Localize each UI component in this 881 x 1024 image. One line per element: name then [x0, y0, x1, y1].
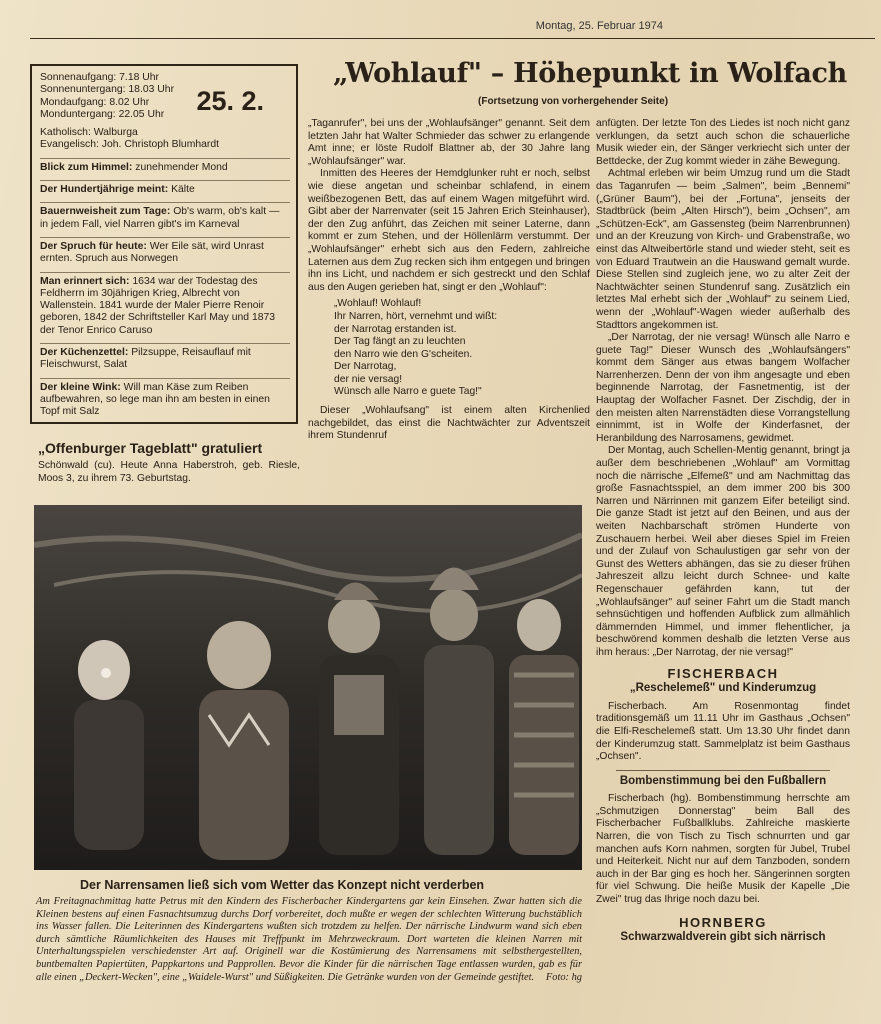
dateline: Montag, 25. Februar 1974 — [535, 20, 663, 32]
sky-text: zunehmender Mond — [135, 161, 228, 173]
section-divider — [616, 770, 830, 771]
article-paragraph: Dieser „Wohlaufsang" ist einem alten Kirchenlied nachgebildet, das einst die Nachtwächter zur Adventszeit ihrem Stundenruf — [308, 405, 590, 442]
farmer-entry — [40, 202, 290, 231]
fussball-subheading: Bombenstimmung bei den Fußballern — [619, 774, 827, 787]
fischerbach-heading: FISCHERBACH — [667, 665, 779, 681]
tip-entry — [40, 378, 290, 419]
article-paragraph: Der Montag, auch Schellen-Mentig genannt, bringt ja außer dem beschriebenen „Wohlauf" am Vormittag noch die närrische „Elfemeß" und am Nachmittag das große Fasnachtsspiel, an dem immer 200 bis 300 Narren und Närrinnen mit ganzem Eifer beteiligt sind. Die ganze Stadt ist jetzt auf den Beinen, und aus der weiten Nachbarschaft strömen Hunderte von Zuschauern herbei. Weil aber dieses Spiel im Freien und der Zulauf von Schaulustigen gar sehr von der Gunst des Wetters abhängen, das sie zu dieser frühen Jahreszeit allzu leicht durch Schnee- und kalte Regenschauer gefährden kann, tut der „Wohlaufsänger" auf seiner Fahrt um die Stadt manch sehnsüchtigen und hoffenden Aufblick zum allmählich dämmernden Himmel, und immer flehentlicher, ja beschwörend kommen deshalb die letzten Verse aus ihm heraus: „Der Narrotag, der nie versag!" — [596, 445, 850, 658]
article-column-right — [596, 118, 850, 1018]
article-paragraph: „Taganrufer", bei uns der „Wohlaufsänger" genannt. Seit dem letzten Jahr hat Walter Schmieder das schwer zu erlangende Amt inne; er löste Rudolf Blattner ab, der 30 Jahre lang „Wohlaufsänger" war. — [308, 118, 590, 167]
saying-text: Wer Eile sät, wird Unrast ernten. Spruch aus Norwegen — [40, 240, 264, 265]
almanac-box — [30, 64, 298, 424]
carnival-photo — [34, 505, 582, 870]
header-rule — [30, 38, 875, 39]
saying-label: Der Spruch für heute: — [40, 240, 147, 252]
article-paragraph: Inmitten des Heeres der Hemdglunker ruht er noch, selbst wie diese angetan und scheinbar schlafend, in einem weißbezogenen Bett, das auf einem Wagen mitgeführt wird. Gibt aber der Narrenvater (seit 15 Jahren Erich Steinhauser), der den Zug anführt, das Zeichen mit seiner Laterne, dann kommt er zum Stehen, und der Höllenlärm verstummt. Der „Wohlaufsänger" erhebt sich aus den Federn, zahlreiche Laternen aus dem Zug recken sich ihm entgegen und bringen ihn ins Licht, und nachdem er sich gestreckt und den Schlaf aus den Augen gerieben hat, singt er den „Wohlauf": — [308, 168, 590, 293]
photo-caption — [36, 896, 582, 984]
continued-note: (Fortsetzung von vorhergehender Seite) — [478, 96, 669, 107]
saying-entry — [40, 237, 290, 266]
tip-text: Will man Käse zum Reiben aufbewahren, so lege man ihn am besten in einen Topf mit Salz — [40, 381, 270, 418]
article-headline: „Wohlauf" – Höhepunkt in Wolfach — [333, 58, 847, 89]
menu-text: Pilzsuppe, Reisauflauf mit Fleischwurst, Salat — [40, 347, 251, 371]
photo-caption-text: Am Freitagnachmittag hatte Petrus mit den Kindern des Fischerbacher Kindergartens gar kein Einsehen. Zwar hatten sich die Kleinen bestens auf einen Fasnachtsumzug durchs Dorf vorbereitet, doch mußte er wegen der schlechten Witterung buchstäblich ins Wasser fallen. Die Leiterinnen des Kindergartens wußten sich trotzdem zu helfen. Der närrische Lindwurm wand sich eben durch sämtliche Räumlichkeiten des Hauses mit Treffpunkt im Mehrzweckraum. Dort warteten die kleinen Narren mit Unterhaltungsspielen verschiedenster Art auf. Originell war die Kostümierung des Narrensamens mit selbsthergestellten, buntbemalten Papiertüten, Pappkartons und Papprollen. Bevor die Kinder für die närrischen Tage entlassen wurden, gab es für alle einen „Deckert-Wecken", eine „Waidele-Wurst" und Süßigkeiten. Die Getränke wurden von der Gemeinde gestiftet. — [36, 896, 582, 983]
gratuliert-heading: „Offenburger Tageblatt" gratuliert — [38, 440, 263, 456]
farmer-label: Bauernweisheit zum Tage: — [40, 206, 171, 218]
photo-caption-title: Der Narrensamen ließ sich vom Wetter das Konzept nicht verderben — [80, 878, 485, 892]
remember-label: Man erinnert sich: — [40, 275, 130, 287]
sky-label: Blick zum Himmel: — [40, 161, 133, 173]
gratuliert-text: Schönwald (cu). Heute Anna Haberstroh, geb. Riesle, Moos 3, zu ihrem 73. Geburtstag. — [38, 460, 300, 484]
article-paragraph: „Der Narrotag, der nie versag! Wünsch alle Narro e guete Tag!" Dieser Wunsch des „Wohlaufsängers" kommt dem Sänger aus etwas bangem Wolfacher Narrenherzen. Denn der von ihm angesagte und eben beginnende Narrotag, der Fasnetmentig, ist der Hauptag der Wolfacher Fasnet. Der Zischdig, der in den meisten alten Narrenstädten diese Vorrangstellung einnimmt, ist in Wolfe der Kinderfasnet, der Heranbildung des Narrosamens, gewidmet. — [596, 332, 850, 444]
fischerbach-paragraph: Fischerbach. Am Rosenmontag findet traditionsgemäß um 11.11 Uhr im Gasthaus „Ochsen" die Elfi-Reschelemeß statt. Um 13.30 Uhr findet dann der Kinderumzug statt. Sammelplatz ist beim Gasthaus „Ochsen". — [596, 700, 850, 763]
wohlauf-poem: „Wohlauf! Wohlauf! Ihr Narren, hört, vernehmt und wißt: der Narrotag erstanden ist. Der Tag fängt an zu leuchten den Narro wie den G'scheiten. Der Narrotag, der nie versag! Wünsch alle Narro e guete Tag!" — [334, 298, 498, 398]
remember-entry — [40, 272, 290, 337]
centenarian-text: Kälte — [171, 184, 195, 196]
centenarian-label: Der Hundertjährige meint: — [40, 184, 169, 196]
remember-text: 1634 war der Todestag des Feldherrn im 30jährigen Krieg, Albrecht von Wallenstein. 1841 wurde der Maler Pierre Renoir geboren, 1842 der Schriftsteller Karl May und 1873 der Tenor Enrico Caruso — [40, 275, 276, 336]
centenarian-entry — [40, 180, 290, 196]
article-column-middle — [308, 118, 590, 493]
hornberg-subheading: Schwarzwaldverein gibt sich närrisch — [620, 931, 826, 944]
saints-of-day: Katholisch: Walburga Evangelisch: Joh. Christoph Blumhardt — [40, 127, 220, 151]
menu-label: Der Küchenzettel: — [40, 347, 129, 359]
photo-credit: Foto: hg — [545, 971, 582, 983]
photo-illustration — [34, 505, 582, 870]
almanac-sun-row — [40, 72, 290, 121]
hornberg-heading: HORNBERG — [679, 914, 767, 930]
fussball-paragraph: Fischerbach (hg). Bombenstimmung herrschte am „Schmutzigen Donnerstag" beim Ball des Fischerbacher Fußballklubs. Zahlreiche maskierte Narren, die von Tisch zu Tisch schnurrten und gar manchen aufs Korn nahmen, sorgten für Jubel, Trubel und Heiterkeit. Nicht nur auf dem Tanzboden, sondern auch in der Bar ging es hoch her. Sängerinnen sorgten für viel Schwung. Die heiße Musik der Kapelle „Die Zwei" trug das Ihrige noch dazu bei. — [596, 793, 850, 906]
article-paragraph: anfügten. Der letzte Ton des Liedes ist noch nicht ganz verklungen, da setzt auch schon die schauerliche Musik wieder ein, der Sänger verkriecht sich unter der Bettdecke, der Zug kommt wieder in zähe Bewegung. — [596, 118, 850, 167]
menu-entry — [40, 343, 290, 372]
farmer-text: Ob's warm, ob's kalt — in jedem Fall, viel Narren gibt's im Karneval — [40, 206, 280, 230]
almanac-date: 25. 2. — [196, 86, 264, 116]
fischerbach-subheading: „Reschelemeß" und Kinderumzug — [629, 682, 817, 695]
sun-moon-times: Sonnenaufgang: 7.18 Uhr Sonnenuntergang: 18.03 Uhr Mondaufgang: 8.02 Uhr Monduntergang: 22.05 Uhr — [40, 72, 175, 120]
sky-entry — [40, 158, 290, 174]
tip-label: Der kleine Wink: — [40, 381, 121, 393]
article-paragraph: Achtmal erleben wir beim Umzug rund um die Stadt das Taganrufen — beim „Salmen", beim „Bennemi" („Grüner Baum"), bei der „Fortuna", jenseits der Stadtbrück (beim „Alten Hirsch"), beim „Ochsen", am „Schützen-Eck", am Gassensteg (beim Narrenbrunnen) und an der Kreuzung von Kirch- und Grabenstraße, wo einst das Altweibertörle stand und wieder steht, seit es von Eduard Trautwein an die Hauswand gemalt wurde. Diese Stellen sind zugleich jene, wo zu alter Zeit der Nachtwächter seinen Stundenruf sang. Zusätzlich ein letztes Mal erhebt sich der „Wohlauf" zu seinem Lied, wenn der „Wohlauf"-Wagen wieder außerhalb des Stadttors angekommen ist. — [596, 168, 850, 331]
